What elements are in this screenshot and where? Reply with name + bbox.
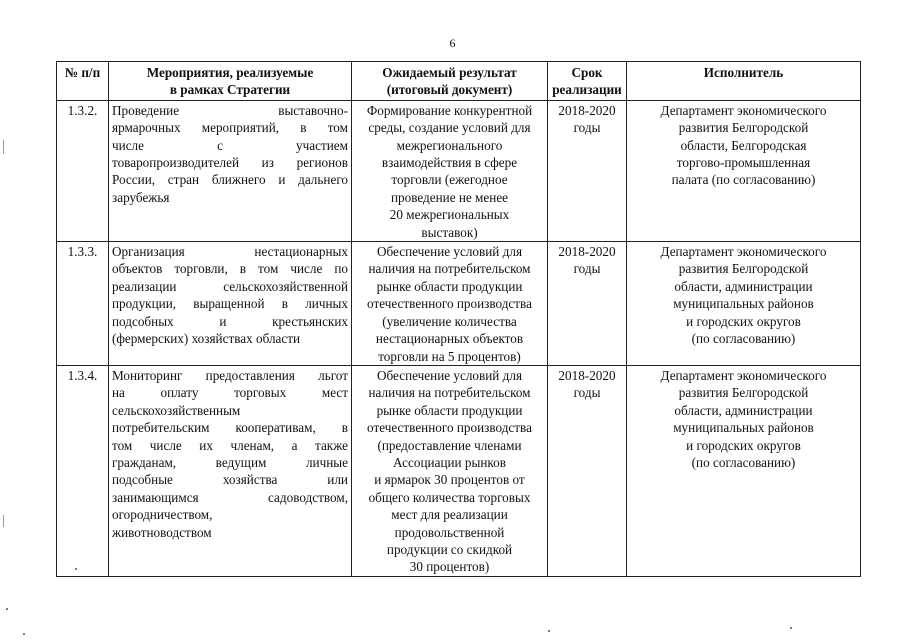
implementation-term: [548, 242, 627, 366]
scan-speck: [3, 515, 4, 527]
implementation-term: [548, 365, 627, 576]
cell-text-line: торгово-промышленная: [676, 155, 811, 171]
cell-text-line: Проведение выставочно-: [112, 102, 348, 118]
cell-text-line: развития Белгородской: [678, 261, 809, 277]
cell-text-line: Организация нестационарных: [112, 244, 348, 260]
cell-text-line: выставок): [421, 224, 478, 240]
cell-text-line: наличия на потребительском: [368, 385, 531, 401]
cell-text-line: сельскохозяйственным: [112, 402, 241, 418]
cell-text-line: потребительским кооперативам, в: [112, 420, 348, 436]
cell-text-line: взаимодействия в сфере: [381, 155, 518, 171]
cell-text-line: годы: [573, 385, 601, 401]
cell-text-line: области, Белгородская: [680, 137, 807, 153]
cell-text-line: объектов торговли, в том числе по: [112, 261, 348, 277]
row-number: [57, 100, 109, 241]
cell-text-line: рынке области продукции: [376, 278, 523, 294]
cell-text-line: (по согласованию): [691, 331, 796, 347]
cell-text-line: том числе их членам, а также: [112, 437, 348, 453]
cell-text-line: продукции, выращенной в личных: [112, 296, 348, 312]
cell-text-line: нестационарных объектов: [375, 331, 524, 347]
cell-text-line: области, администрации: [674, 402, 813, 418]
expected-result: [352, 242, 548, 366]
cell-text-line: развития Белгородской: [678, 385, 809, 401]
cell-text-line: межрегионального: [396, 137, 503, 153]
scan-speck: [75, 568, 77, 570]
table-body: [57, 100, 861, 576]
cell-text-line: 1.3.3.: [67, 244, 98, 260]
scan-speck: [23, 633, 25, 635]
cell-text-line: Департамент экономического: [660, 367, 827, 383]
cell-text-line: Мониторинг предоставления льгот: [112, 367, 348, 383]
header-number: № п/п: [57, 62, 109, 101]
cell-text-line: 2018-2020: [558, 102, 616, 118]
cell-text-line: подсобных и крестьянских: [112, 313, 348, 329]
cell-text-line: годы: [573, 261, 601, 277]
cell-text-line: и ярмарок 30 процентов от: [374, 472, 525, 488]
cell-text-line: занимающимся садоводством,: [112, 489, 348, 505]
cell-text-line: России, стран ближнего и дальнего: [112, 172, 348, 188]
cell-text-line: (фермерских) хозяйствах области: [112, 331, 301, 347]
row-number: [57, 242, 109, 366]
cell-text-line: продовольственной: [394, 524, 505, 540]
cell-text-line: (по согласованию): [691, 454, 796, 470]
cell-text-line: торговли (ежегодное: [391, 172, 508, 188]
cell-text-line: гражданам, ведущим личные: [112, 454, 348, 470]
scan-speck: [548, 630, 550, 632]
cell-text-line: Департамент экономического: [660, 102, 827, 118]
cell-text-line: 1.3.2.: [67, 102, 98, 118]
cell-text-line: 2018-2020: [558, 367, 616, 383]
expected-result: [352, 100, 548, 241]
cell-text-line: рынке области продукции: [376, 402, 523, 418]
cell-text-line: ярмарочных мероприятий, в том: [112, 120, 348, 136]
cell-text-line: отечественного производства: [367, 296, 532, 312]
cell-text-line: продукции со скидкой: [386, 541, 513, 557]
cell-text-line: муниципальных районов: [673, 296, 814, 312]
table-header-row: [57, 62, 861, 101]
implementation-term: [548, 100, 627, 241]
measure-description: [109, 100, 352, 241]
cell-text-line: и городских округов: [686, 313, 801, 329]
cell-text-line: и городских округов: [686, 437, 801, 453]
strategy-measures-table: [56, 61, 861, 577]
cell-text-line: зарубежья: [112, 189, 170, 205]
executor: [627, 365, 861, 576]
cell-text-line: подсобные хозяйства или: [112, 472, 348, 488]
cell-text-line: 20 межрегиональных: [389, 207, 510, 223]
cell-text-line: Ассоциации рынков: [392, 454, 506, 470]
cell-text-line: палата (по согласованию): [671, 172, 816, 188]
header-term: Срок реализации: [548, 62, 627, 101]
cell-text-line: реализации сельскохозяйственной: [112, 278, 348, 294]
cell-text-line: Формирование конкурентной: [366, 102, 533, 118]
scan-speck: [790, 627, 792, 629]
table-row: [57, 100, 861, 241]
row-number: [57, 365, 109, 576]
cell-text-line: (предоставление членами: [377, 437, 522, 453]
executor: [627, 242, 861, 366]
cell-text-line: Департамент экономического: [660, 244, 827, 260]
cell-text-line: отечественного производства: [367, 420, 532, 436]
cell-text-line: годы: [573, 120, 601, 136]
cell-text-line: общего количества торговых: [368, 489, 531, 505]
cell-text-line: торговли на 5 процентов): [378, 348, 521, 364]
page-number: 6: [449, 36, 456, 50]
cell-text-line: области, администрации: [674, 278, 813, 294]
cell-text-line: (увеличение количества: [382, 313, 517, 329]
header-measures: Мероприятия, реализуемые в рамках Стратегии: [109, 62, 352, 101]
executor: [627, 100, 861, 241]
table-row: [57, 242, 861, 366]
cell-text-line: развития Белгородской: [678, 120, 809, 136]
cell-text-line: Обеспечение условий для: [376, 244, 523, 260]
cell-text-line: товаропроизводителей из регионов: [112, 155, 348, 171]
cell-text-line: Обеспечение условий для: [376, 367, 523, 383]
cell-text-line: числе с участием: [112, 137, 348, 153]
cell-text-line: животноводством: [112, 524, 212, 540]
cell-text-line: 2018-2020: [558, 244, 616, 260]
cell-text-line: 1.3.4.: [67, 367, 98, 383]
cell-text-line: на оплату торговых мест: [112, 385, 348, 401]
scan-speck: [6, 608, 8, 610]
table-row: [57, 365, 861, 576]
cell-text-line: мест для реализации: [391, 507, 508, 523]
scan-speck: [3, 140, 4, 154]
measure-description: [109, 365, 352, 576]
expected-result: [352, 365, 548, 576]
header-executor: Исполнитель: [627, 62, 861, 101]
cell-text-line: огородничеством,: [112, 507, 213, 523]
cell-text-line: среды, создание условий для: [368, 120, 531, 136]
header-expected-result: Ожидаемый результат (итоговый документ): [352, 62, 548, 101]
cell-text-line: наличия на потребительском: [368, 261, 531, 277]
cell-text-line: муниципальных районов: [673, 420, 814, 436]
cell-text-line: 30 процентов): [409, 559, 490, 575]
cell-text-line: проведение не менее: [390, 189, 509, 205]
measure-description: [109, 242, 352, 366]
